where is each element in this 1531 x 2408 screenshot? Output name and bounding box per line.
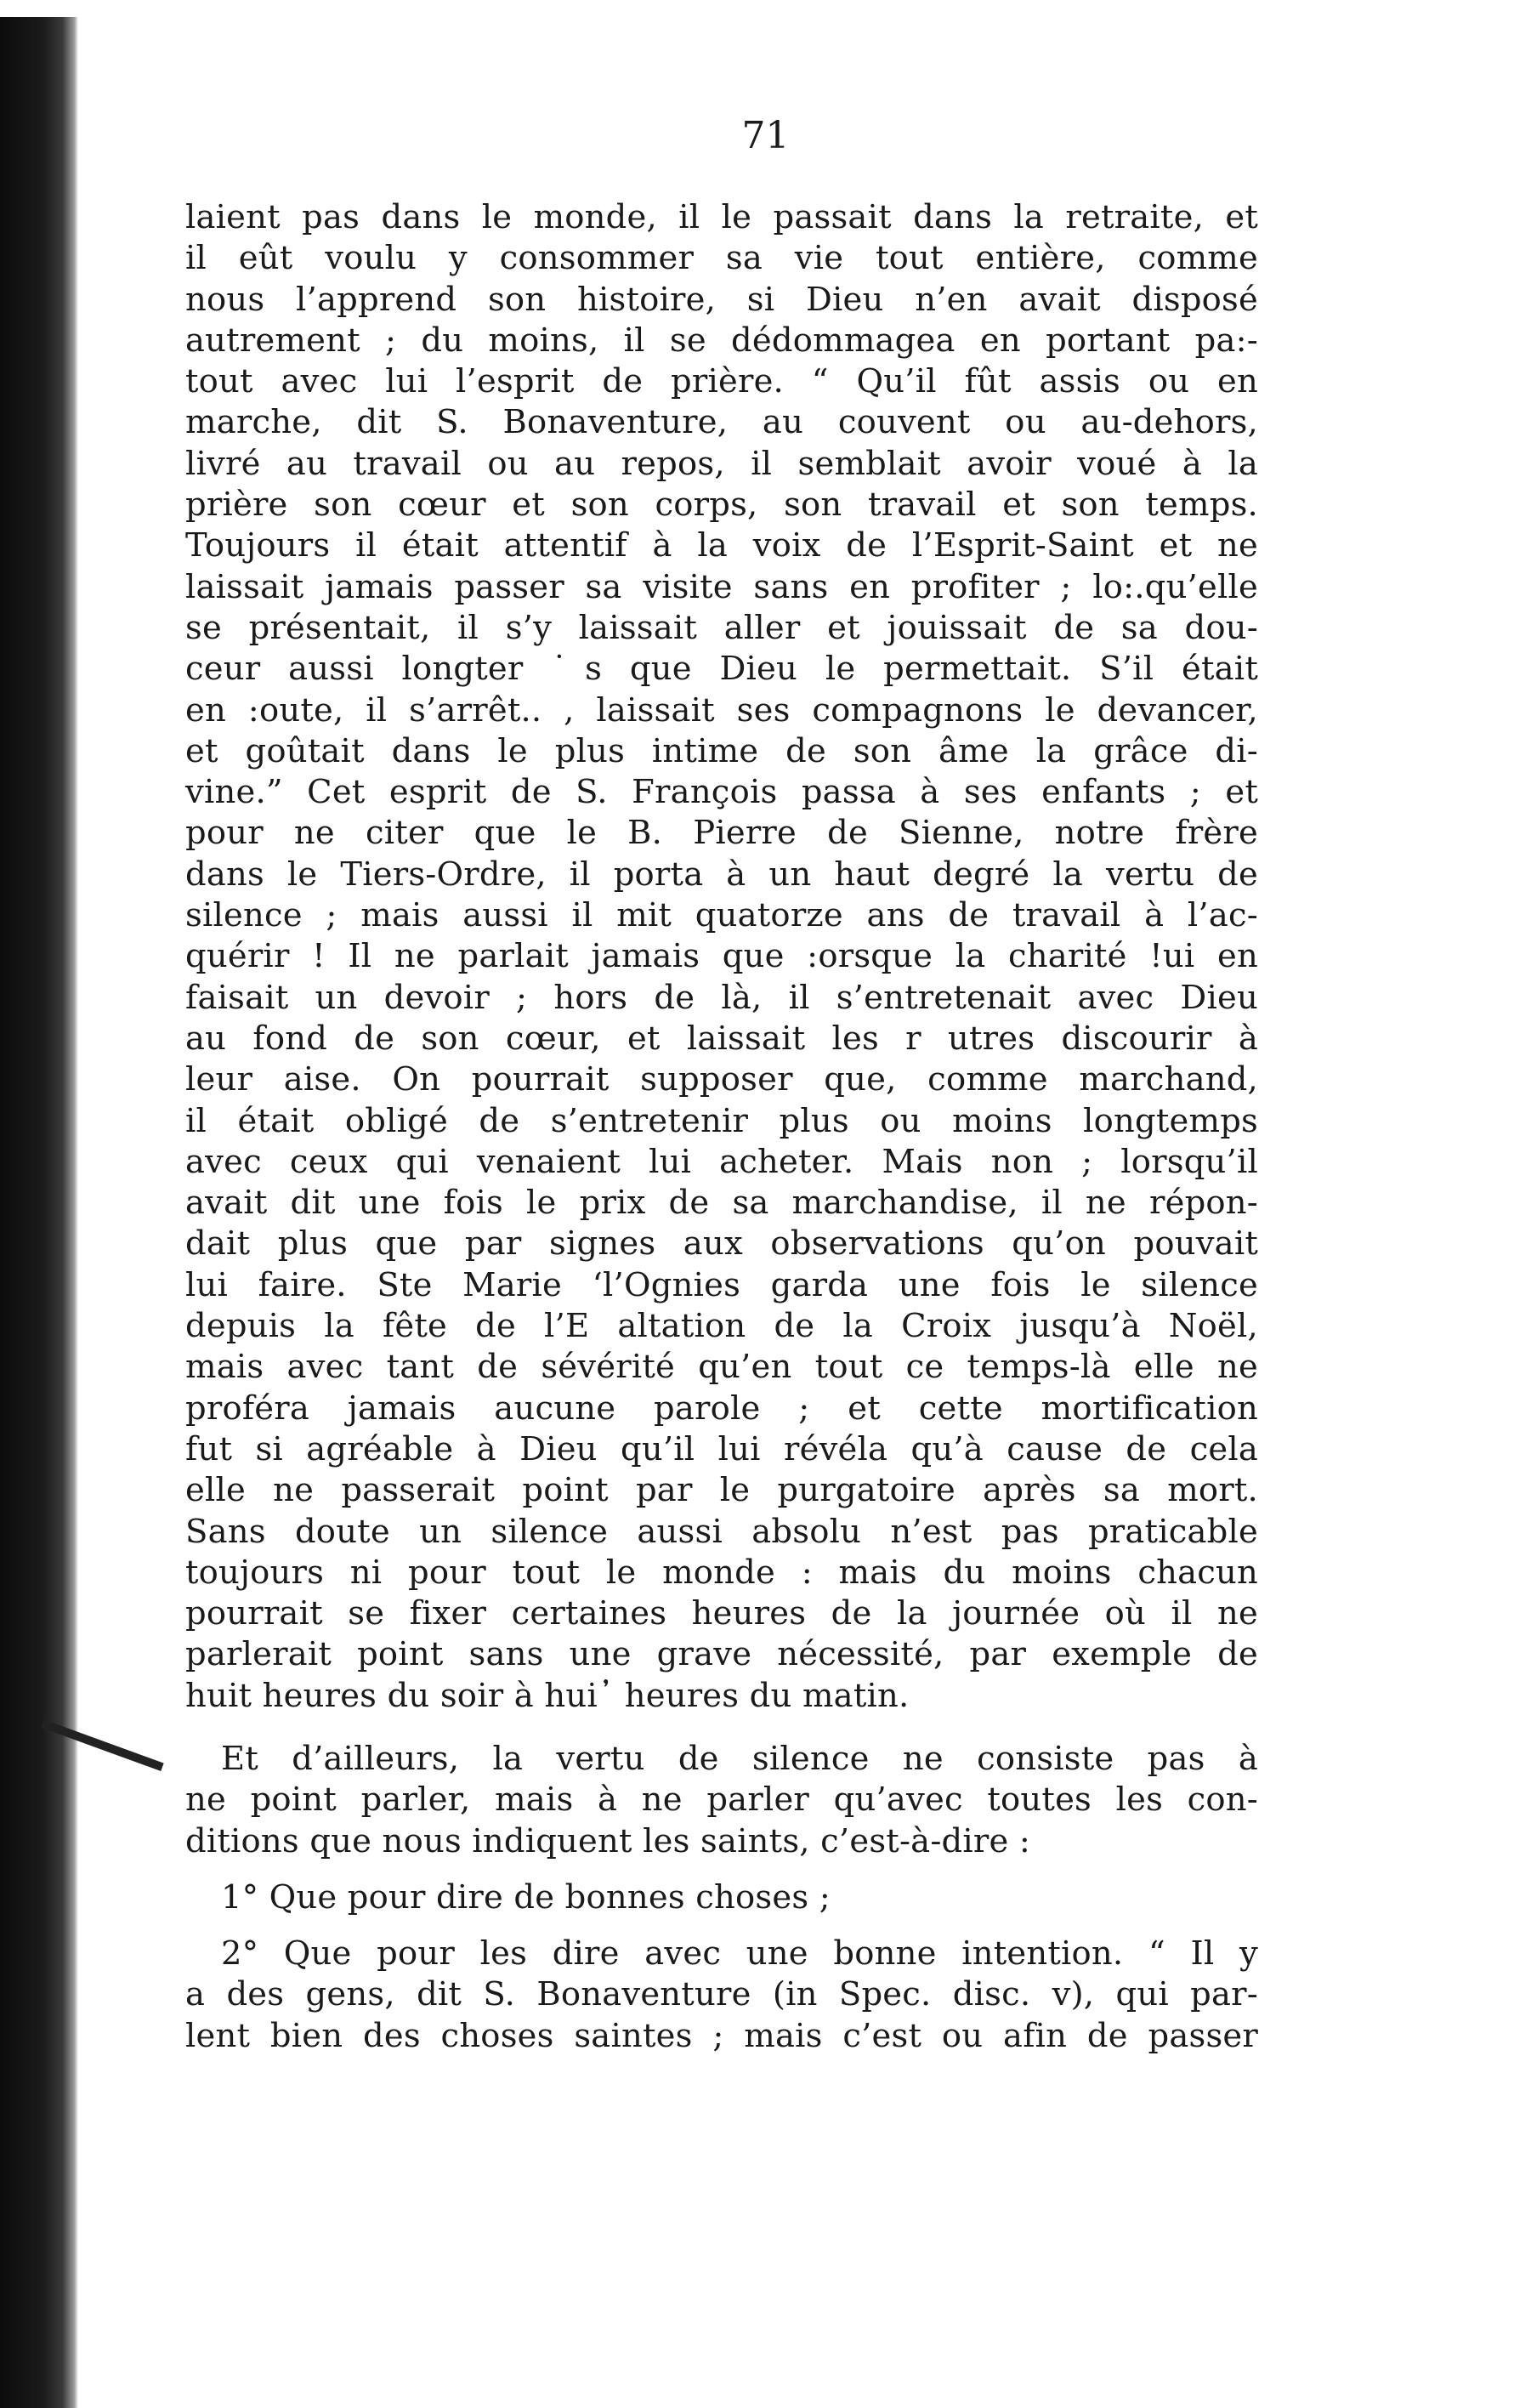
text-line: laient pas dans le monde, il le passait dans la retraite, et	[185, 198, 1258, 236]
text-line: prière son cœur et son corps, son travail et son temps.	[185, 486, 1258, 525]
text-line: lui faire. Ste Marie ‘l’Ognies garda une fois le silence	[185, 1265, 1258, 1304]
text-line: 1° Que pour dire de bonnes choses ;	[221, 1877, 831, 1917]
text-line: et goûtait dans le plus intime de son âme la grâce di-	[185, 731, 1258, 770]
text-line: ditions que nous indiquent les saints, c’est-à-dire :	[185, 1821, 1031, 1860]
text-line: parlerait point sans une grave nécessité, par exemple de	[185, 1635, 1258, 1674]
list-item-1	[185, 1877, 1258, 1918]
text-line: leur aise. On pourrait supposer que, comme marchand,	[185, 1060, 1258, 1099]
text-line: ceur aussi longter ˙s que Dieu le permettait. S’il était	[185, 650, 1258, 689]
text-line: il était obligé de s’entretenir plus ou moins longtemps	[185, 1101, 1258, 1140]
paragraph-2	[185, 1739, 1258, 1862]
text-line: faisait un devoir ; hors de là, il s’entretenait avec Dieu	[185, 978, 1258, 1017]
text-line: 2° Que pour les dire avec une bonne intention. “ Il y	[221, 1934, 1258, 1974]
text-line: marche, dit S. Bonaventure, au couvent ou au-dehors,	[185, 403, 1258, 442]
text-line: Toujours il était attentif à la voix de l’Esprit-Saint et ne	[185, 526, 1258, 565]
text-line: quérir ! Il ne parlait jamais que :orsque la charité !ui en	[185, 937, 1258, 976]
text-line: nous l’apprend son histoire, si Dieu n’en avait disposé	[185, 280, 1258, 319]
text-line: fut si agréable à Dieu qu’il lui révéla qu’à cause de cela	[185, 1429, 1258, 1468]
page-body	[185, 197, 1258, 2057]
text-line: tout avec lui l’esprit de prière. “ Qu’il fût assis ou en	[185, 362, 1258, 401]
text-line: Sans doute un silence aussi absolu n’est pas praticable	[185, 1512, 1258, 1551]
text-line: dait plus que par signes aux observations qu’on pouvait	[185, 1224, 1258, 1264]
paragraph-spacer	[185, 1717, 1258, 1739]
text-line: depuis la fête de l’E altation de la Croix jusqu’à Noël,	[185, 1307, 1258, 1346]
text-line: huit heures du soir à hui᾽ heures du matin.	[185, 1676, 910, 1715]
text-line: toujours ni pour tout le monde : mais du moins chacun	[185, 1553, 1258, 1592]
text-line: vine.” Cet esprit de S. François passa à ses enfants ; et	[185, 773, 1258, 812]
text-line: Et d’ailleurs, la vertu de silence ne consiste pas à	[221, 1739, 1258, 1778]
text-line: au fond de son cœur, et laissait les r utres discourir à	[185, 1019, 1258, 1058]
paragraph-spacer	[185, 1918, 1258, 1934]
paragraph-spacer	[185, 1862, 1258, 1877]
paragraph-1	[185, 197, 1258, 1717]
text-line: se présentait, il s’y laissait aller et jouissait de sa dou-	[185, 608, 1258, 647]
book-spine-shadow	[0, 17, 78, 2408]
text-line: laissait jamais passer sa visite sans en profiter ; lo:.qu’elle	[185, 567, 1258, 606]
text-line: ne point parler, mais à ne parler qu’avec toutes les con-	[185, 1780, 1258, 1820]
text-line: en :oute, il s’arrêt.. , laissait ses compagnons le devancer,	[185, 690, 1258, 730]
text-line: a des gens, dit S. Bonaventure (in Spec. disc. v), qui par-	[185, 1975, 1258, 2014]
page-number: 71	[741, 114, 790, 157]
text-line: dans le Tiers-Ordre, il porta à un haut degré la vertu de	[185, 855, 1258, 894]
text-line: avait dit une fois le prix de sa marchandise, il ne répon-	[185, 1184, 1258, 1223]
text-line: avec ceux qui venaient lui acheter. Mais non ; lorsqu’il	[185, 1142, 1258, 1181]
text-line: silence ; mais aussi il mit quatorze ans de travail à l’ac-	[185, 896, 1258, 935]
text-line: il eût voulu y consommer sa vie tout entière, comme	[185, 239, 1258, 278]
list-item-2	[185, 1934, 1258, 2057]
text-line: proféra jamais aucune parole ; et cette mortification	[185, 1389, 1258, 1428]
text-line: pour ne citer que le B. Pierre de Sienne, notre frère	[185, 814, 1258, 853]
text-line: autrement ; du moins, il se dédommagea en portant pa:-	[185, 321, 1258, 360]
text-line: livré au travail ou au repos, il semblait avoir voué à la	[185, 444, 1258, 483]
text-line: pourrait se fixer certaines heures de la journée où il ne	[185, 1594, 1258, 1633]
text-line: lent bien des choses saintes ; mais c’est ou afin de passer	[185, 2016, 1258, 2055]
text-line: elle ne passerait point par le purgatoire après sa mort.	[185, 1471, 1258, 1510]
text-line: mais avec tant de sévérité qu’en tout ce temps-là elle ne	[185, 1348, 1258, 1387]
